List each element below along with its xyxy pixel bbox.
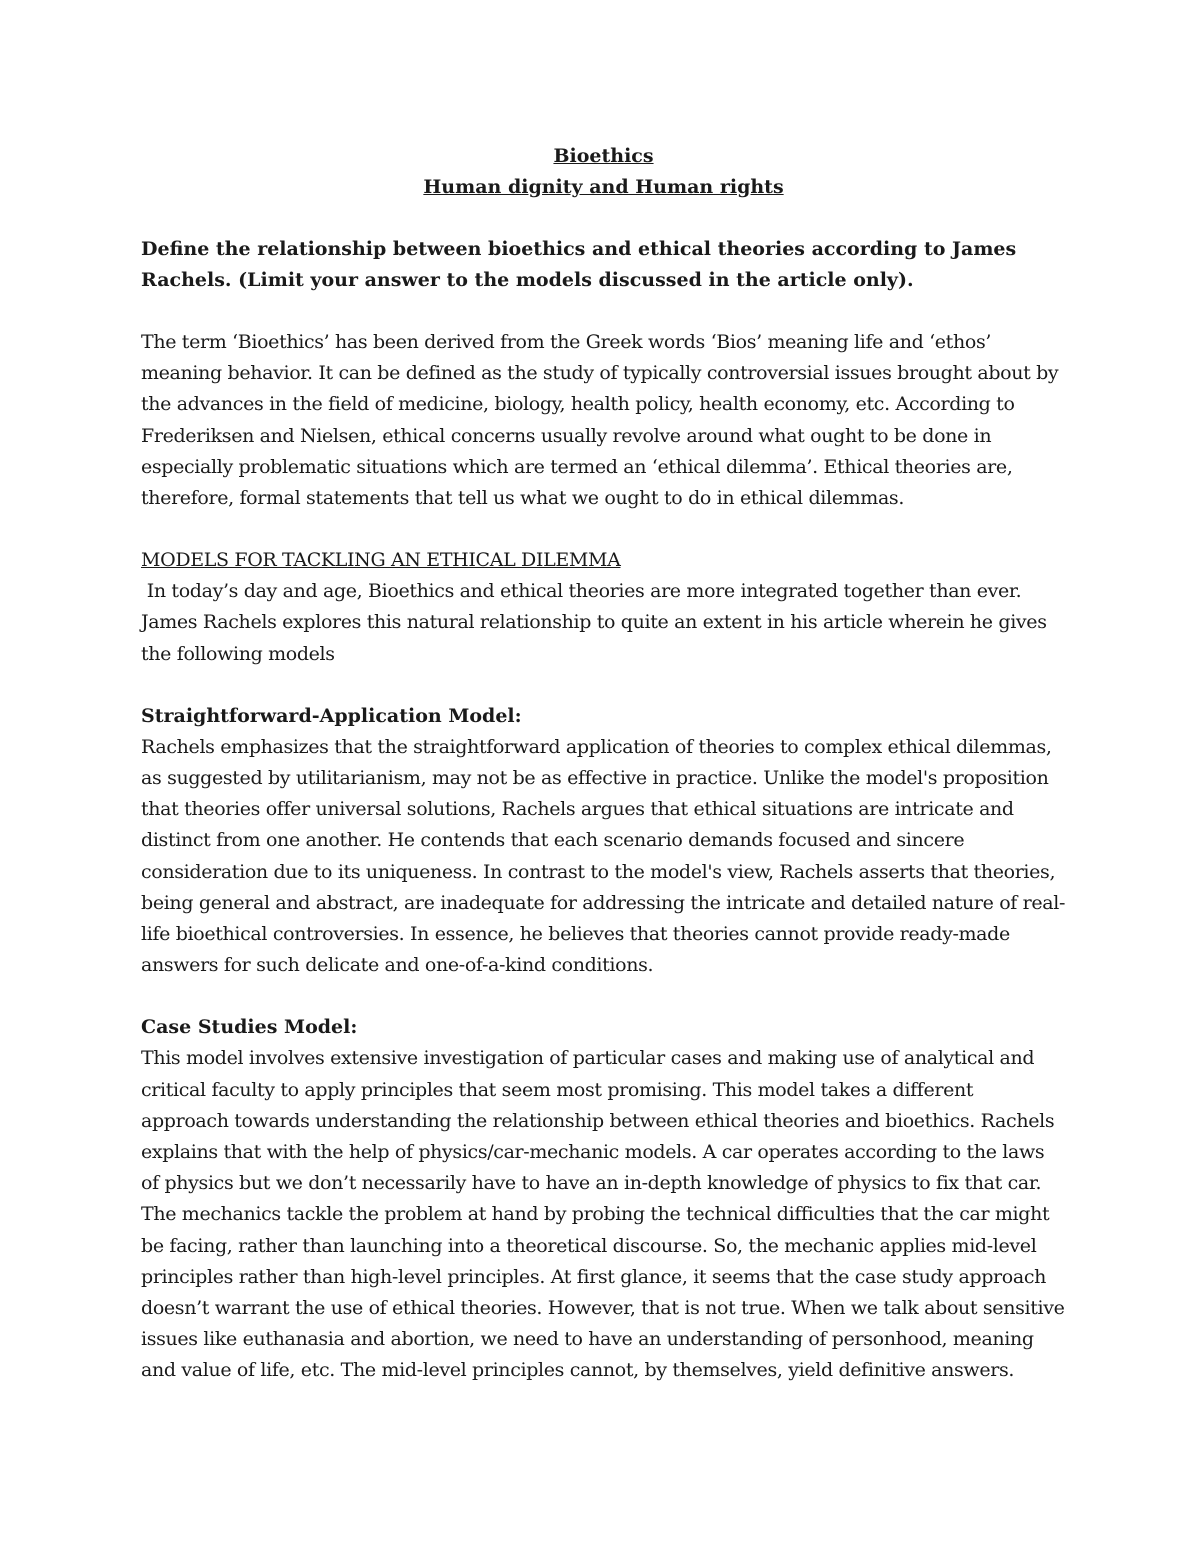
document-subtitle: Human dignity and Human rights [423,176,784,198]
document-page [141,141,1066,1387]
model1-heading: Straightforward-Application Model: [141,704,522,727]
question-prompt: Define the relationship between bioethics and ethical theories according to James Rachels. (Limit your answer to the models discussed in the article only). [141,238,1017,291]
document-title: Bioethics [553,145,654,167]
models-intro-paragraph: In today’s day and age, Bioethics and ethical theories are more integrated together than ever. James Rachels explores this natural relationship to quite an extent in his article wherein he gives the following models [141,580,1053,665]
spacer [141,670,1066,701]
spacer [141,296,1066,327]
spacer [141,981,1066,1012]
spacer [141,514,1066,545]
models-section-heading: MODELS FOR TACKLING AN ETHICAL DILEMMA [141,549,621,572]
model1-paragraph: Rachels emphasizes that the straightforward application of theories to complex ethical dilemmas, as suggested by utilitarianism, may not be as effective in practice. Unlike the model's proposition that theories offer universal solutions, Rachels argues that ethical situations are intricate and distinct from one another. He contends that each scenario demands focused and sincere consideration due to its uniqueness. In contrast to the model's view, Rachels asserts that theories, being general and abstract, are inadequate for addressing the intricate and detailed nature of real-life bioethical controversies. In essence, he believes that theories cannot provide ready-made answers for such delicate and one-of-a-kind conditions. [141,735,1066,977]
intro-paragraph: The term ‘Bioethics’ has been derived from the Greek words ‘Bios’ meaning life and ‘ethos’ meaning behavior. It can be defined as the study of typically controversial issues brought about by the advances in the field of medicine, biology, health policy, health economy, etc. According to Frederiksen and Nielsen, ethical concerns usually revolve around what ought to be done in especially problematic situations which are termed an ‘ethical dilemma’. Ethical theories are, therefore, formal statements that tell us what we ought to do in ethical dilemmas. [141,331,1059,510]
model2-paragraph: This model involves extensive investigation of particular cases and making use of analytical and critical faculty to apply principles that seem most promising. This model takes a different approach towards understanding the relationship between ethical theories and bioethics. Rachels explains that with the help of physics/car-mechanic models. A car operates according to the laws of physics but we don’t necessarily have to have an in-depth knowledge of physics to fix that car. The mechanics tackle the problem at hand by probing the technical difficulties that the car might be facing, rather than launching into a theoretical discourse. So, the mechanic applies mid-level principles rather than high-level principles. At first glance, it seems that the case study approach doesn’t warrant the use of ethical theories. However, that is not true. When we talk about sensitive issues like euthanasia and abortion, we need to have an understanding of personhood, meaning and value of life, etc. The mid-level principles cannot, by themselves, yield definitive answers. [141,1047,1065,1382]
model2-heading: Case Studies Model: [141,1016,358,1039]
title-block [141,141,1066,203]
